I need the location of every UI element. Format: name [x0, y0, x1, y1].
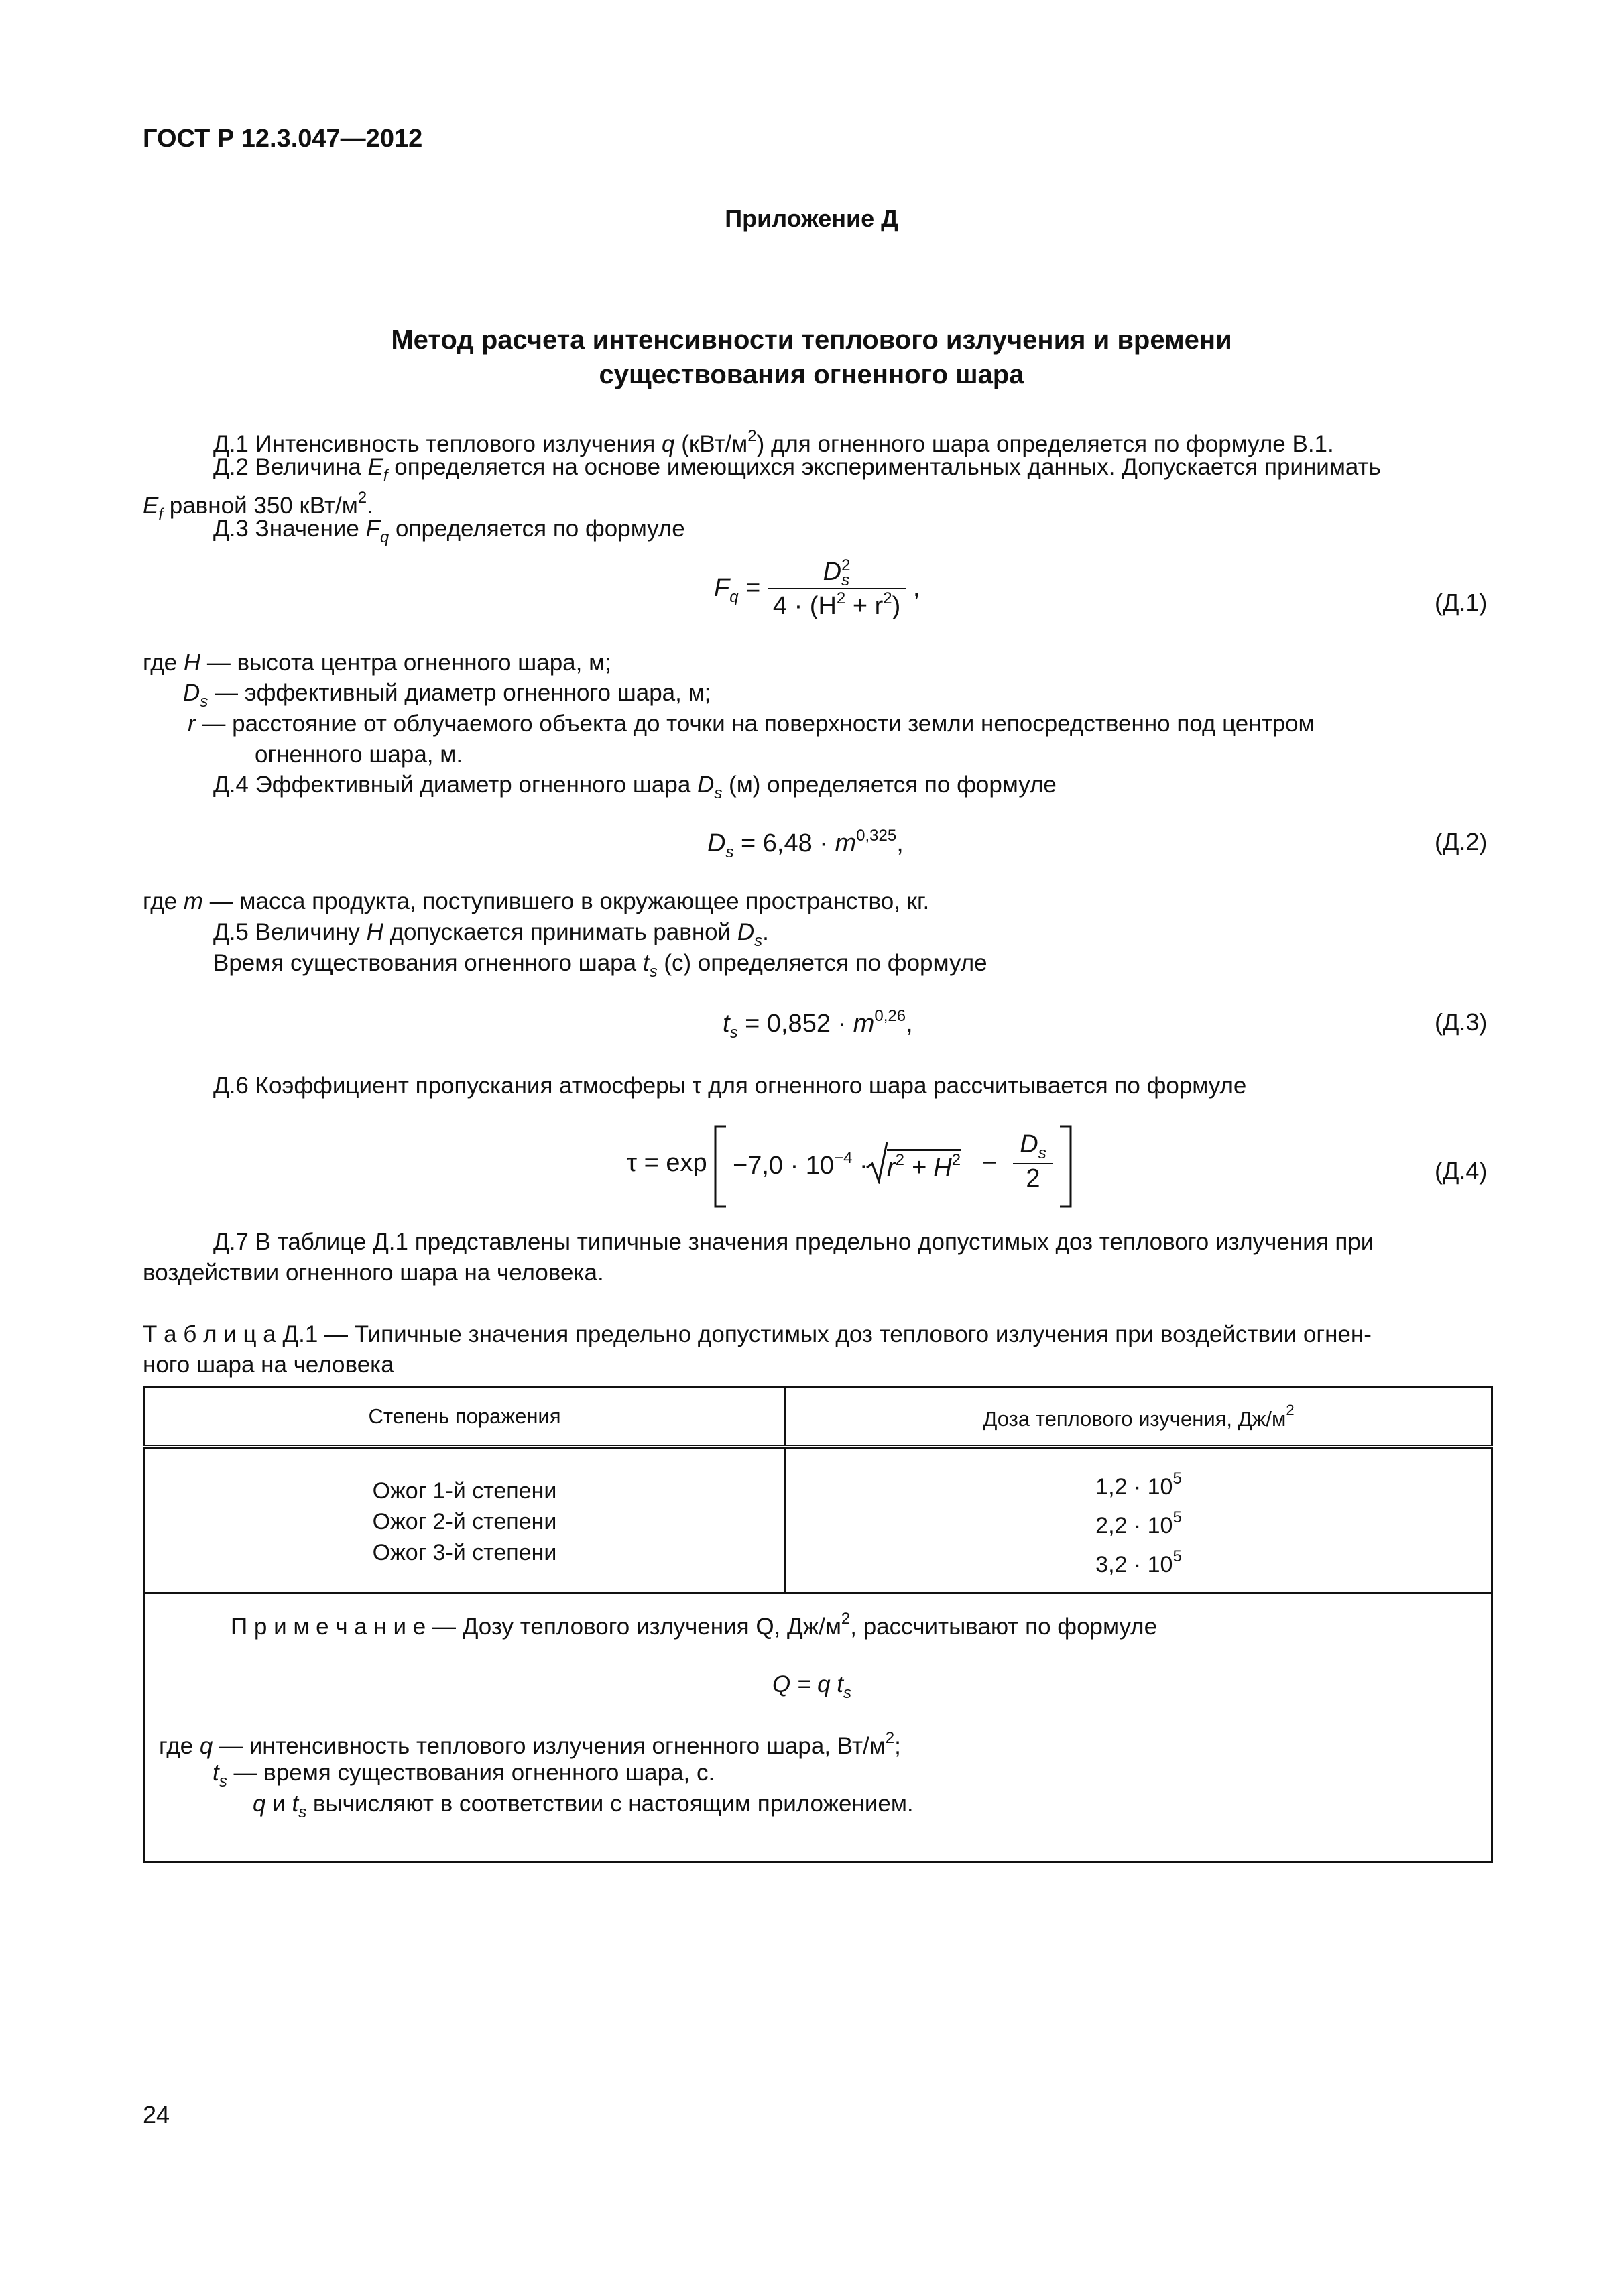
- comma: ,: [896, 829, 904, 857]
- text: Время существования огненного шара: [213, 950, 643, 976]
- text: П р и м е ч а н и е — Дозу теплового излучения Q, Дж/м: [231, 1614, 841, 1640]
- subscript: q: [729, 588, 739, 607]
- where-line-h: [143, 648, 611, 678]
- subscript: s: [219, 1772, 227, 1791]
- dose-1: [786, 1463, 1491, 1502]
- where-line-r: [188, 709, 1315, 739]
- radicand: [887, 1149, 961, 1183]
- superscript: 2: [895, 1151, 905, 1169]
- var-e: E: [367, 454, 383, 480]
- column-header-degree: Степень поражения: [144, 1388, 786, 1447]
- equation-number-d4: (Д.4): [1435, 1157, 1488, 1185]
- denominator: [768, 588, 906, 621]
- var-r: r: [887, 1154, 896, 1182]
- var-e: E: [143, 493, 159, 519]
- var-q: q: [199, 1733, 213, 1759]
- superscript: 2: [885, 1729, 895, 1747]
- var-h: H: [183, 650, 201, 676]
- table-caption-cont: ного шара на человека: [143, 1351, 394, 1378]
- column-header-dose: [786, 1388, 1492, 1447]
- table-row: [144, 1447, 1492, 1593]
- minus: −: [982, 1149, 998, 1177]
- fraction: [768, 558, 906, 621]
- text: где: [143, 888, 184, 914]
- paragraph-d7: Д.7 В таблице Д.1 представлены типичные значения предельно допустимых доз теплового излучения при: [213, 1229, 1374, 1255]
- formula-d1: [714, 558, 920, 621]
- den-c: ): [892, 591, 901, 620]
- sqrt-sign: [865, 1141, 888, 1184]
- text: равной 350 кВт/м: [163, 493, 358, 519]
- note: [145, 1595, 1490, 1860]
- paragraph-d2: [213, 452, 1381, 491]
- degree-3: Ожог 3-й степени: [372, 1540, 557, 1565]
- text: и: [265, 1791, 292, 1817]
- var-m: m: [835, 829, 857, 857]
- superscript: 2: [357, 489, 367, 507]
- text: где: [159, 1733, 200, 1759]
- degree-1: Ожог 1-й степени: [372, 1478, 557, 1504]
- degree-2: Ожог 2-й степени: [372, 1509, 557, 1534]
- lhs: F: [714, 574, 730, 603]
- note-cell: [144, 1593, 1492, 1862]
- subscript: s: [754, 932, 763, 950]
- var-d: D: [1020, 1130, 1038, 1158]
- var-m: m: [183, 888, 203, 914]
- exponent: 5: [1173, 1547, 1182, 1565]
- left-bracket: [711, 1125, 729, 1208]
- text: Д.5 Величину: [213, 919, 367, 945]
- text: — расстояние от облучаемого объекта до точки на поверхности земли непосредственно под центром: [195, 711, 1315, 737]
- where-line-r-cont: огненного шара, м.: [255, 741, 463, 768]
- text: определяется по формуле: [389, 516, 685, 542]
- text: 3,2 · 10: [1095, 1552, 1173, 1577]
- text: где: [143, 650, 184, 676]
- rhs: = 6,48 ·: [733, 829, 835, 857]
- equation-number-d2: (Д.2): [1435, 828, 1488, 855]
- note-where-ts: [213, 1760, 715, 1791]
- superscript: 2: [836, 589, 846, 607]
- text: Д.4 Эффективный диаметр огненного шара: [213, 772, 698, 798]
- dose-2: [786, 1502, 1491, 1541]
- subscript: s: [649, 963, 658, 981]
- superscript: 2: [841, 556, 851, 575]
- exponent: −4: [834, 1149, 853, 1167]
- var-t: t: [213, 1760, 219, 1786]
- equation-number-d3: (Д.3): [1435, 1008, 1488, 1036]
- formula-d2: [707, 827, 904, 862]
- var-f: F: [365, 516, 380, 542]
- var-m: m: [853, 1010, 875, 1038]
- text: Д.2 Величина: [213, 454, 368, 480]
- table-note-row: [144, 1593, 1492, 1862]
- table-header-row: [144, 1388, 1492, 1447]
- lhs: D: [707, 829, 726, 857]
- denominator: 2: [1013, 1163, 1053, 1193]
- text: .: [367, 493, 373, 519]
- den-a: 4 · (H: [772, 591, 837, 620]
- text: 1,2 · 10: [1095, 1474, 1173, 1500]
- text: (с) определяется по формуле: [657, 950, 987, 976]
- right-bracket: [1057, 1125, 1075, 1208]
- appendix-title-text: Приложение Д: [725, 204, 898, 232]
- var-d: D: [697, 772, 715, 798]
- section-title-line1: Метод расчета интенсивности теплового излучения и времени: [391, 325, 1232, 355]
- var-t: t: [642, 950, 650, 976]
- subscript: f: [383, 467, 388, 485]
- text: ) для огненного шара определяется по формуле В.1.: [756, 431, 1334, 457]
- var-h: H: [366, 919, 383, 945]
- coef: −7,0 · 10: [733, 1152, 835, 1180]
- paragraph-d4: [213, 770, 1057, 809]
- where-line-m: [143, 886, 929, 917]
- note-intro: [231, 1610, 1157, 1640]
- text: — высота центра огненного шара, м;: [200, 650, 611, 676]
- text: — время существования огненного шара, с.: [227, 1760, 715, 1786]
- document-code: ГОСТ Р 12.3.047—2012: [143, 125, 423, 153]
- table-caption: Т а б л и ц а Д.1 — Типичные значения предельно допустимых доз теплового излучения при воздействии огнен-: [143, 1321, 1372, 1347]
- superscript: 2: [841, 1610, 851, 1628]
- subscript: s: [729, 1024, 738, 1042]
- lhs: t: [723, 1010, 730, 1038]
- text: определяется на основе имеющихся экспериментальных данных. Допускается принимать: [387, 454, 1381, 480]
- rhs: = 0,852 ·: [737, 1010, 853, 1038]
- text: (м) определяется по формуле: [722, 772, 1057, 798]
- text: допускается принимать равной: [383, 919, 737, 945]
- subscript: s: [843, 1684, 852, 1702]
- comma: ,: [912, 574, 920, 603]
- degree-cell: [144, 1447, 786, 1593]
- subscript: s: [1038, 1144, 1046, 1162]
- var-t: t: [292, 1791, 299, 1817]
- var-d: D: [183, 680, 200, 706]
- subscript: s: [841, 570, 850, 589]
- lhs: τ = exp: [627, 1149, 707, 1177]
- subscript: s: [200, 692, 208, 711]
- paragraph-d7-cont: воздействии огненного шара на человека.: [143, 1260, 604, 1286]
- dot: ·: [852, 1152, 868, 1180]
- paragraph-lifetime: [213, 948, 987, 987]
- text: Д.3 Значение: [213, 516, 366, 542]
- text: вычисляют в соответствии с настоящим приложением.: [306, 1791, 914, 1817]
- exponent: 5: [1173, 1508, 1182, 1526]
- subscript: s: [298, 1803, 307, 1821]
- exponent: 0,325: [856, 827, 897, 845]
- text: , рассчитывают по формуле: [850, 1614, 1158, 1640]
- numerator: [1013, 1130, 1053, 1163]
- text: 2,2 · 10: [1095, 1513, 1173, 1538]
- var-r: r: [188, 711, 196, 737]
- text: Доза теплового изучения, Дж/м: [983, 1407, 1286, 1431]
- superscript: 2: [1286, 1402, 1295, 1418]
- superscript: 2: [747, 427, 757, 445]
- exponent: 0,26: [874, 1007, 906, 1025]
- bracket-content: [733, 1149, 868, 1181]
- dose-table: [143, 1386, 1493, 1863]
- note-where-q: [159, 1729, 901, 1760]
- text: (кВт/м: [674, 431, 748, 457]
- page-number: 24: [143, 2101, 170, 2128]
- equals-sign: =: [745, 574, 761, 603]
- superscript: 2: [883, 589, 892, 607]
- comma: ,: [906, 1010, 913, 1038]
- text: — масса продукта, поступившего в окружающее пространство, кг.: [202, 888, 930, 914]
- dose-3: [786, 1541, 1491, 1580]
- paragraph-d3: [213, 513, 685, 553]
- formula-d3: [723, 1007, 913, 1042]
- var-q: q: [253, 1791, 266, 1817]
- text: Q = q t: [772, 1671, 844, 1697]
- subscript: s: [725, 843, 734, 861]
- var-q: q: [662, 431, 675, 457]
- text: — интенсивность теплового излучения огненного шара, Вт/м: [213, 1733, 886, 1759]
- exponent: 5: [1173, 1469, 1182, 1488]
- den-b: + r: [845, 591, 884, 620]
- text: Д.1 Интенсивность теплового излучения: [213, 431, 662, 457]
- var-d: D: [737, 919, 755, 945]
- dose-cell: [786, 1447, 1492, 1593]
- subscript: s: [714, 784, 723, 802]
- superscript: 2: [951, 1151, 961, 1169]
- numerator: [768, 558, 906, 588]
- text: — эффективный диаметр огненного шара, м;: [208, 680, 711, 706]
- num-d: D: [823, 558, 842, 586]
- note-closing: [253, 1791, 914, 1822]
- equation-number-d1: (Д.1): [1435, 589, 1488, 616]
- subscript: q: [379, 528, 389, 546]
- fraction-ds-2: [1013, 1130, 1053, 1193]
- var-h: + H: [904, 1154, 952, 1182]
- paragraph-d6: Д.6 Коэффициент пропускания атмосферы τ для огненного шара рассчитывается по формуле: [213, 1073, 1247, 1099]
- text: ;: [894, 1733, 901, 1759]
- note-formula: [772, 1671, 851, 1703]
- section-title-line2: существования огненного шара: [599, 360, 1024, 389]
- subscript: f: [158, 505, 164, 524]
- appendix-title: [0, 204, 1623, 233]
- text: .: [762, 919, 769, 945]
